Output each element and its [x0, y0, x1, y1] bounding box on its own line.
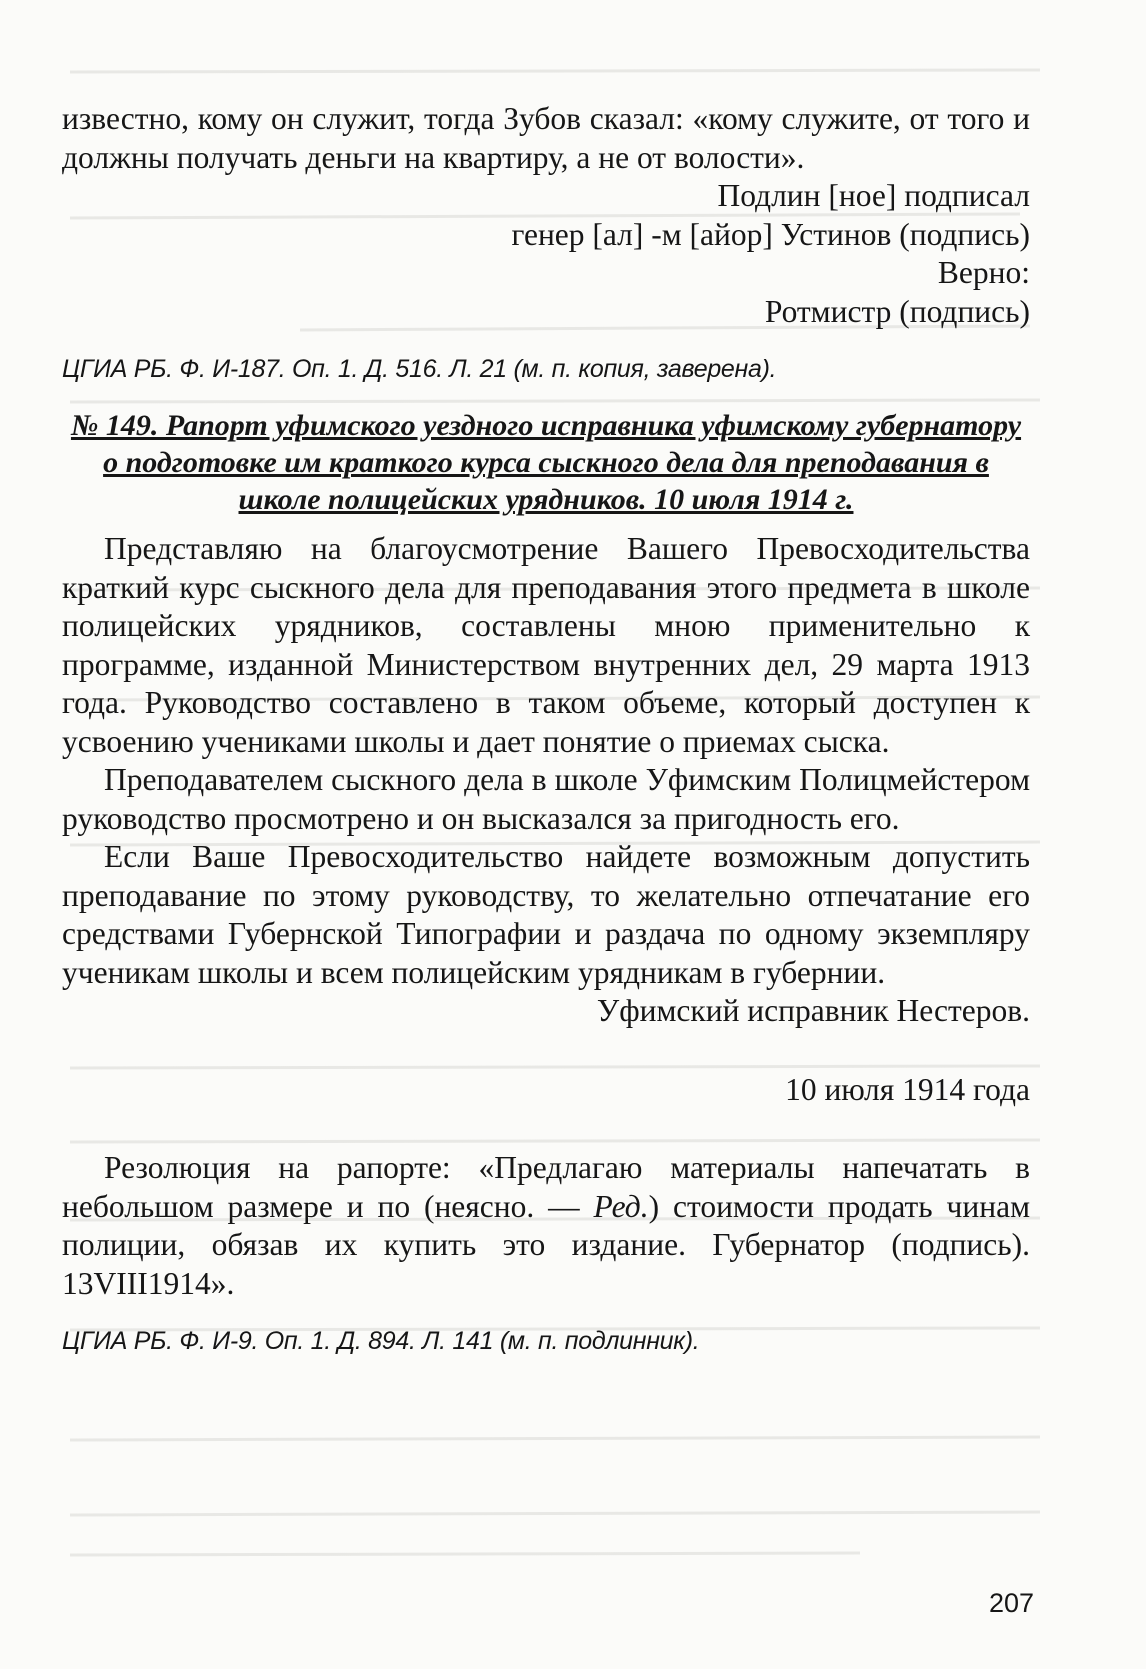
document-page	[62, 100, 1030, 1357]
document-title: № 149. Рапорт уфимского уездного исправника уфимскому губернатору о подготовке им краткого курса сыскного дела для преподавания в школе полицейских урядников. 10 июля 1914 г.	[70, 409, 1022, 516]
archive-source-citation: ЦГИА РБ. Ф. И-9. Оп. 1. Д. 894. Л. 141 (м. п. подлинник).	[62, 1327, 700, 1355]
document-date: 10 июля 1914 года	[785, 1071, 1030, 1107]
signer-line: Уфимский исправник Нестеров.	[596, 993, 1030, 1028]
signature-line: Ротмистр (подпись)	[764, 293, 1030, 329]
signature-line: Подлин [ное] подписал	[717, 178, 1030, 213]
page-number: 207	[988, 1588, 1034, 1618]
body-paragraph: Преподавателем сыскного дела в школе Уфимским Полицмейстером руководство просмотрено и он высказался за пригодность его.	[62, 762, 1030, 836]
signature-line: Верно:	[937, 255, 1030, 290]
body-paragraph: Если Ваше Превосходительство найдете возможным допустить преподавание по этому руководству, то желательно отпечатание его средствами Губернской Типографии и раздача по одному экземпляру ученикам школы и всем полицейским урядникам в губернии.	[62, 839, 1030, 990]
continuation-paragraph: известно, кому он служит, тогда Зубов сказал: «кому служите, от того и должны получать деньги на квартиру, а не от волости».	[62, 101, 1030, 175]
signature-block	[62, 177, 1030, 331]
body-paragraph: Представляю на благоусмотрение Вашего Превосходительства краткий курс сыскного дела для преподавания этого предмета в школе полицейских урядников, составлены мною применительно к программе, изданной Министерством внутренних дел, 29 марта 1913 года. Руководство составлено в таком объеме, который доступен к усвоению учениками школы и дает понятие о приемах сыска.	[62, 531, 1030, 759]
editor-note: Ред.	[593, 1188, 649, 1224]
resolution-paragraph: Резолюция на рапорте: «Предлагаю материалы напечатать в небольшом размере и по (неясно. — Ред.) стоимости продать чинам полиции, обязав их купить это издание. Губернатор (подпись). 13VIII1914».	[62, 1150, 1030, 1301]
signature-line: генер [ал] -м [айор] Устинов (подпись)	[511, 216, 1030, 252]
archive-source-citation: ЦГИА РБ. Ф. И-187. Оп. 1. Д. 516. Л. 21 (м. п. копия, заверена).	[62, 355, 777, 383]
